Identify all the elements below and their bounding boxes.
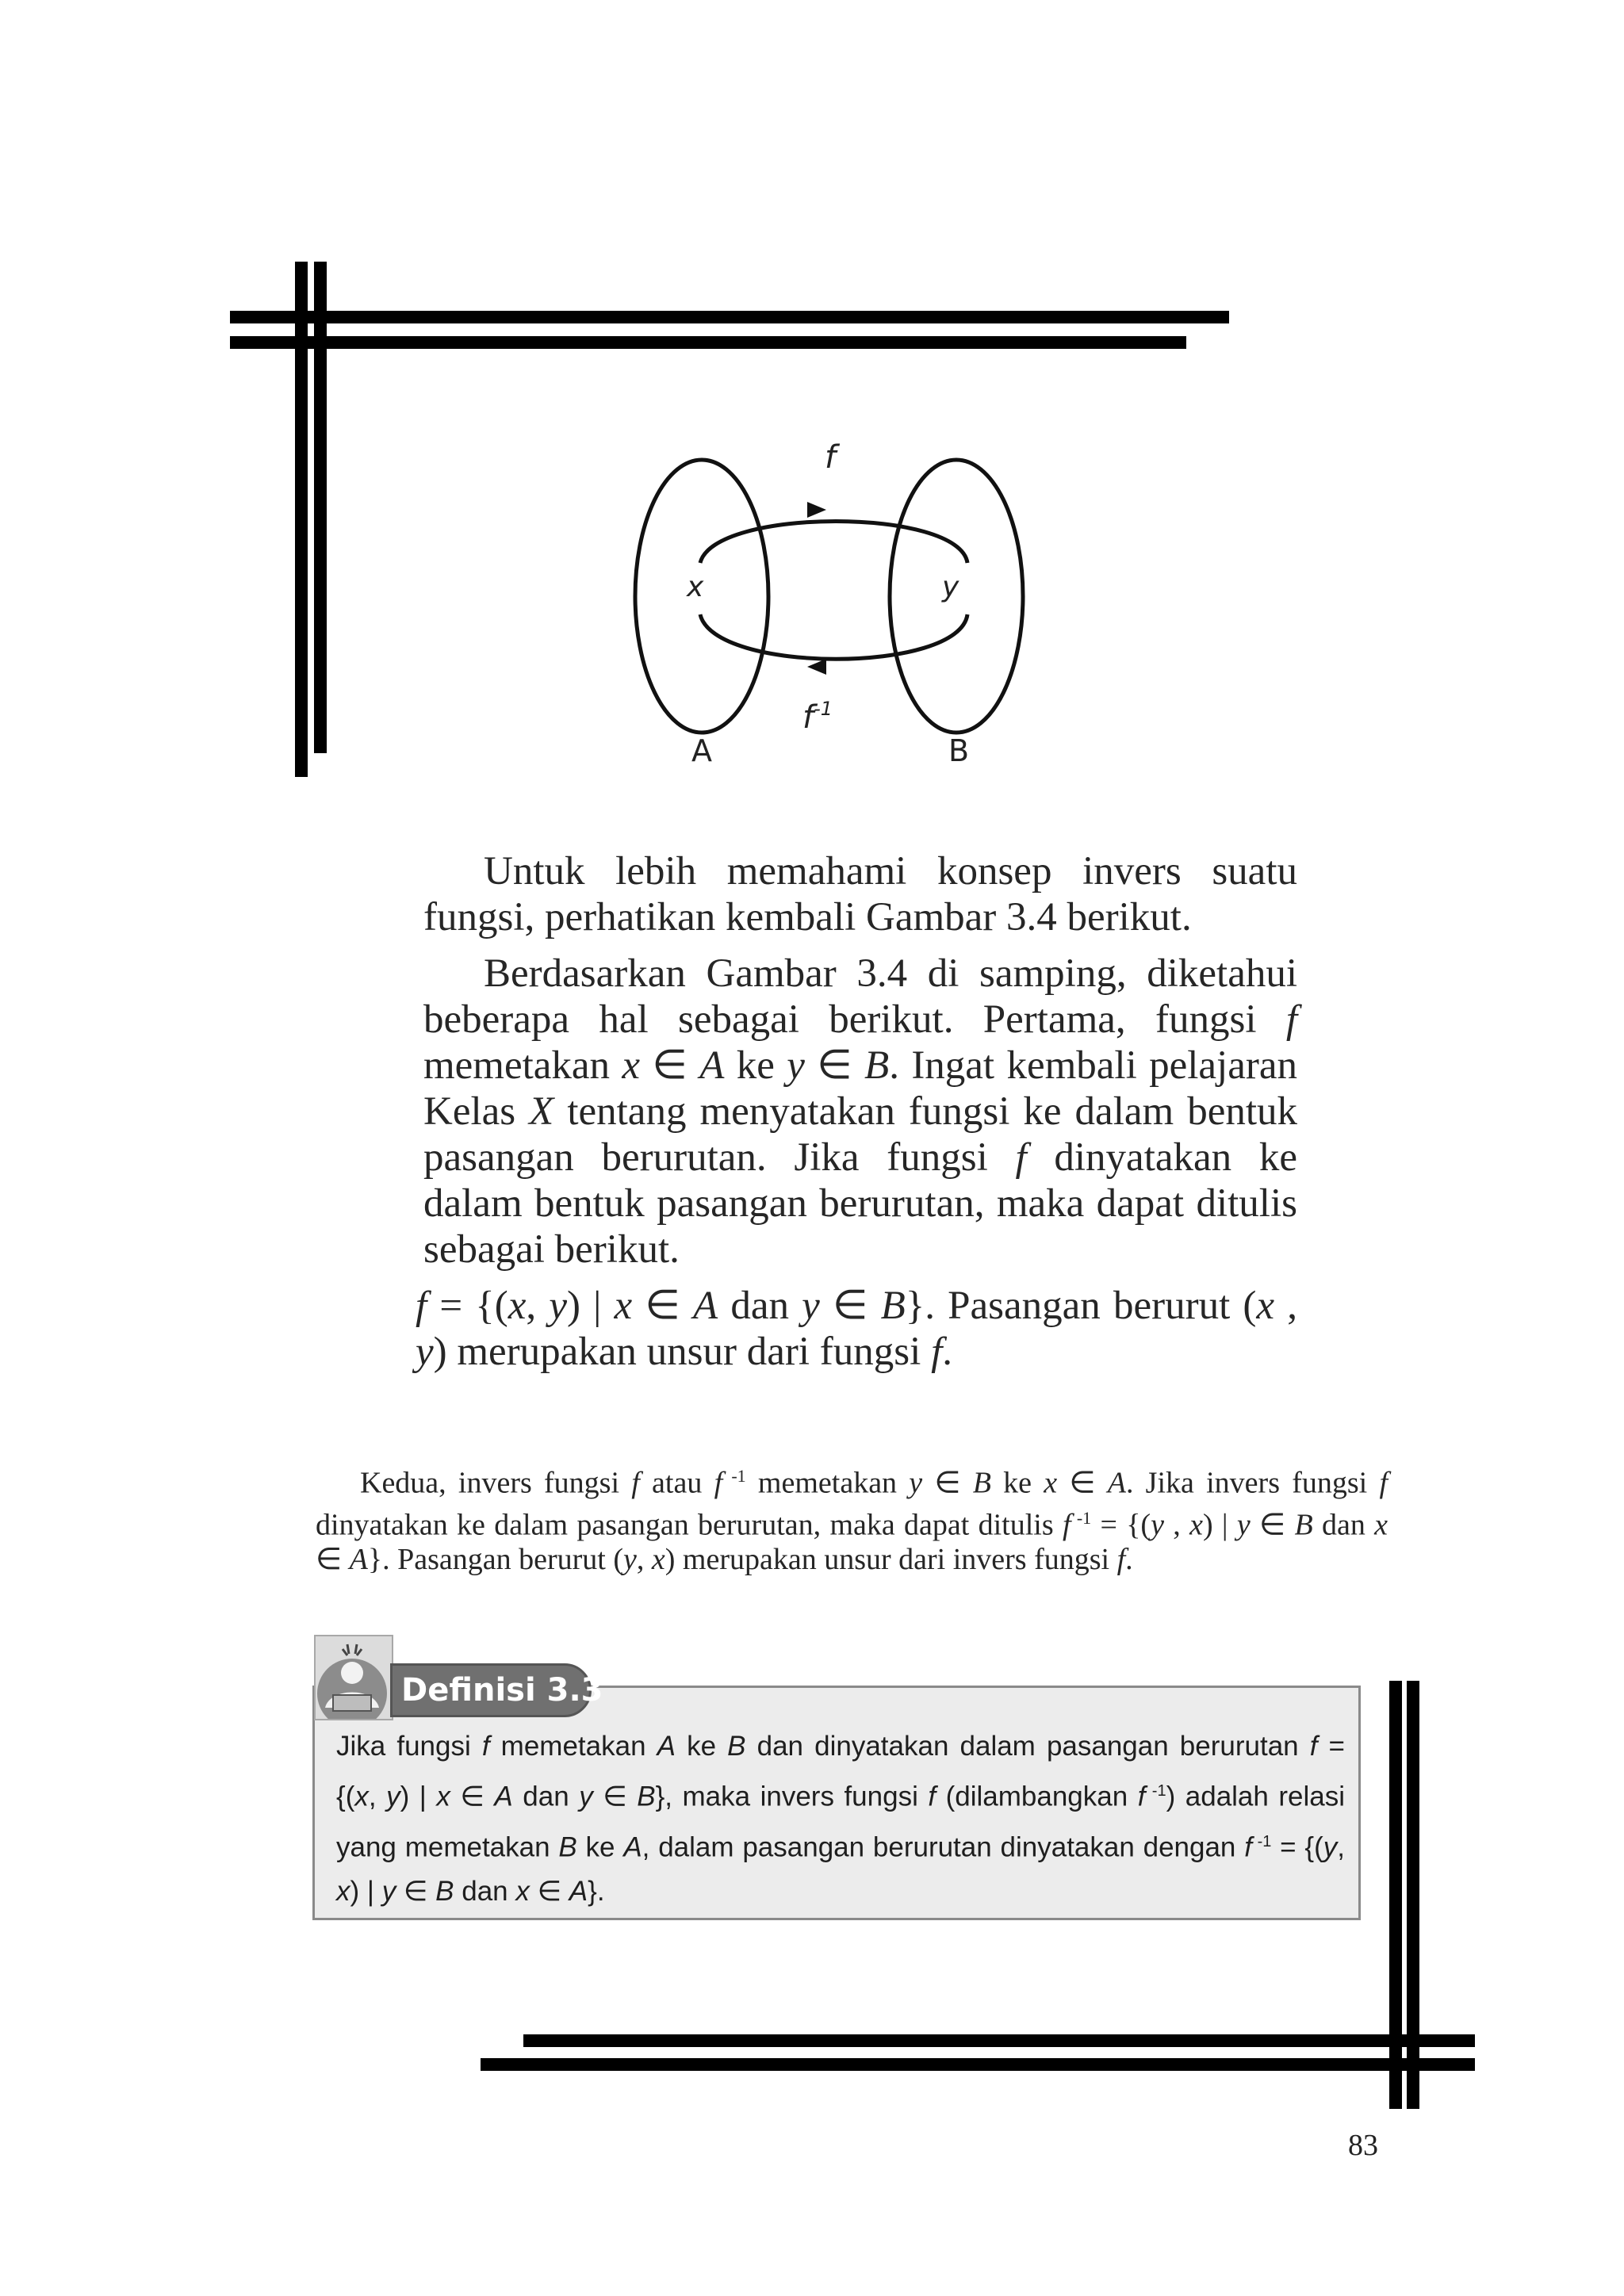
paragraph-set-notation: f = {(x, y) | x ∈ A dan y ∈ B}. Pasangan berurut (x , y) merupakan unsur dari fungsi f.: [416, 1284, 1297, 1374]
definition-title: Definisi 3.3: [401, 1672, 603, 1709]
paragraph-intro: Untuk lebih memahami konsep invers suatu fungsi, perhatikan kembali Gambar 3.4 berikut.: [423, 849, 1297, 939]
label-y: y: [942, 571, 959, 603]
frame-bar-left-1: [295, 262, 308, 777]
definition-text: Jika fungsi f memetakan A ke B dan dinyatakan dalam pasangan berurutan f = {(x, y) | x ∈ A dan y ∈ B}, maka invers fungsi f (dilambangkan f $^{-1}$) adalah relasi yang memetakan B ke A, dalam pasangan berurutan dinyatakan dengan f $^{-1}$ = {(y, x) | y ∈ B dan x ∈ A}.: [336, 1731, 1346, 1908]
reader-icon: [316, 1636, 392, 1719]
label-f: f: [825, 439, 837, 476]
label-finv: $f^{-1}$: [802, 698, 833, 736]
main-column-text: [416, 848, 1297, 1385]
paragraph-second-point: Kedua, invers fungsi f atau f $^{-1}$ memetakan y ∈ B ke x ∈ A. Jika invers fungsi f dinyatakan ke dalam pasangan berurutan, maka dapat ditulis f $^{-1}$ = {(y , x) | y ∈ B dan x ∈ A}. Pasangan berurut (y, x) merupakan unsur dari invers fungsi f.: [316, 1466, 1388, 1577]
frame-bar-bottom-2: [481, 2058, 1475, 2071]
definition-icon-frame: [314, 1635, 393, 1720]
arrow-finv: [700, 614, 967, 659]
page-number: 83: [1348, 2129, 1378, 2162]
label-set-b: B: [948, 733, 970, 768]
label-x: x: [687, 571, 704, 603]
function-mapping-diagram: [619, 428, 1063, 793]
paragraph-first-point: Berdasarkan Gambar 3.4 di samping, diketahui beberapa hal sebagai berikut. Pertama, fungsi f memetakan x ∈ A ke y ∈ B. Ingat kembali pelajaran Kelas X tentang menyatakan fungsi ke dalam bentuk pasangan berurutan. Jika fungsi f dinyatakan ke dalam bentuk pasangan berurutan, maka dapat ditulis sebagai berikut.: [423, 951, 1297, 1272]
frame-bar-left-2: [314, 262, 327, 753]
arrow-f: [700, 522, 967, 564]
label-set-a: A: [691, 733, 712, 768]
frame-bar-top-1: [230, 311, 1229, 323]
frame-bar-top-2: [230, 336, 1186, 349]
arrow-finv-head: [807, 659, 826, 675]
arrow-f-head: [807, 502, 826, 518]
frame-bar-bottom-1: [523, 2034, 1475, 2047]
